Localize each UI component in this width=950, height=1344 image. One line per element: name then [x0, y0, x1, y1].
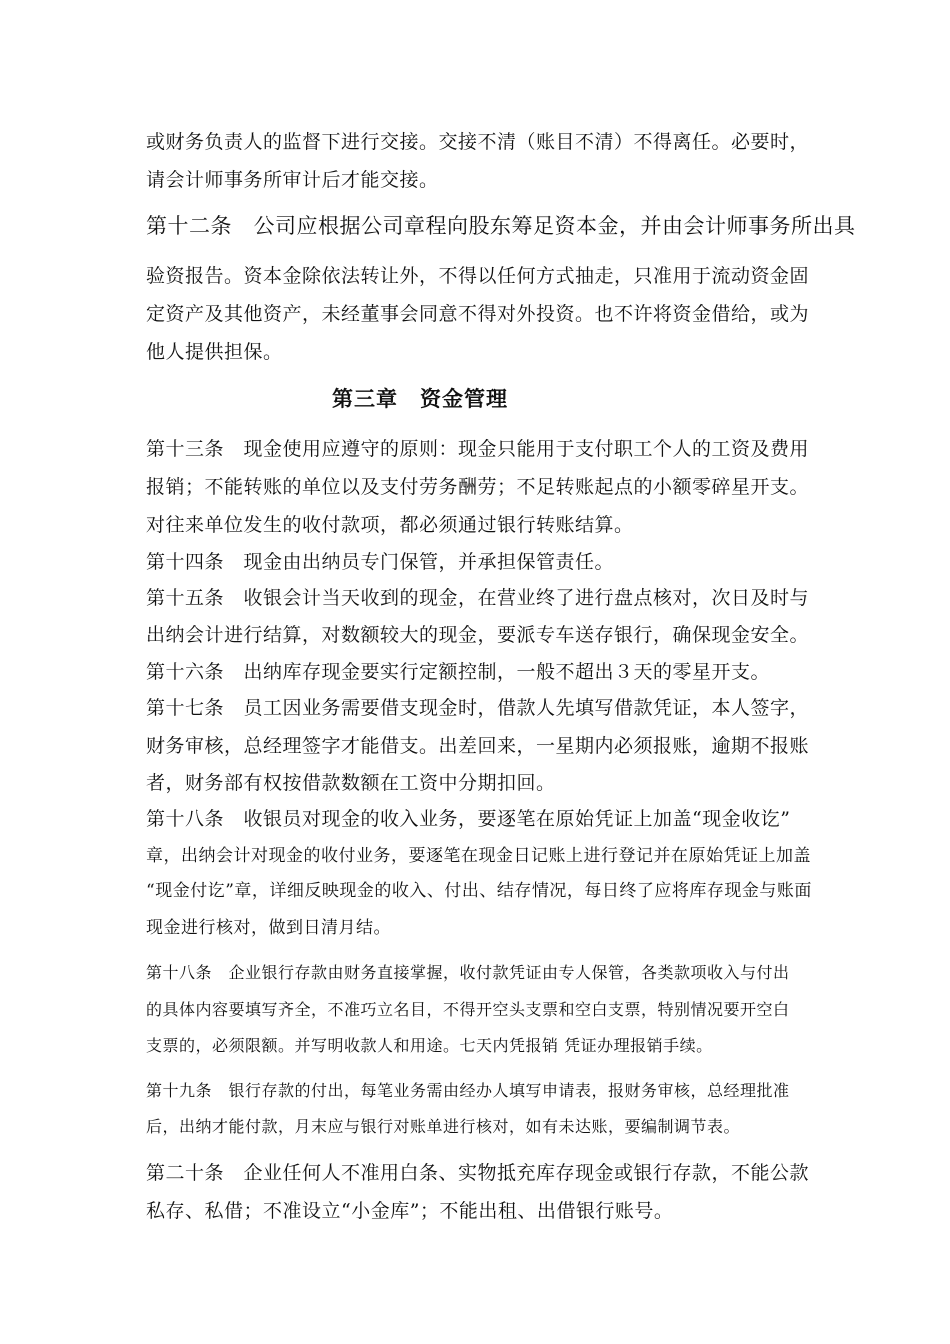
text-line: 后，出纳才能付款，月末应与银行对账单进行核对，如有未达账，要编制调节表。	[146, 1117, 741, 1136]
text-line: 验资报告。资本金除依法转让外，不得以任何方式抽走，只准用于流动资金固	[146, 265, 810, 287]
text-line: 请会计师事务所审计后才能交接。	[146, 169, 439, 191]
text-line: 财务审核，总经理签字才能借支。出差回来，一星期内必须报账，逾期不报账	[146, 735, 810, 757]
article-16-line: 第十六条 出纳库存现金要实行定额控制，一般不超出３天的零星开支。	[146, 661, 771, 683]
text-line: 现金进行核对，做到日清月结。	[146, 918, 391, 938]
text-line: 支票的，必须限额。并写明收款人和用途。七天内凭报销 凭证办理报销手续。	[146, 1036, 713, 1055]
article-14-line: 第十四条 现金由出纳员专门保管，并承担保管责任。	[146, 551, 615, 573]
text-line: 对往来单位发生的收付款项，都必须通过银行转账结算。	[146, 514, 634, 536]
text-line: 出纳会计进行结算，对数额较大的现金，要派专车送存银行，确保现金安全。	[146, 624, 810, 646]
text-line: 章，出纳会计对现金的收付业务，要逐笔在现金日记账上进行登记并在原始凭证上加盖	[146, 846, 811, 866]
article-12-line: 第十二条 公司应根据公司章程向股东筹足资本金，并由会计师事务所出具	[146, 214, 856, 238]
text-line: 或财务负责人的监督下进行交接。交接不清（账目不清）不得离任。必要时，	[146, 131, 810, 153]
article-17-line: 第十七条 员工因业务需要借支现金时，借款人先填写借款凭证，本人签字，	[146, 697, 810, 719]
article-19-line: 第十九条 银行存款的付出，每笔业务需由经办人填写申请表，报财务审核，总经理批准	[146, 1081, 790, 1100]
article-20-line: 第二十条 企业任何人不准用白条、实物抵充库存现金或银行存款，不能公款	[146, 1162, 810, 1184]
text-line: 报销；不能转账的单位以及支付劳务酬劳；不足转账起点的小额零碎星开支。	[146, 476, 810, 498]
text-line: 者，财务部有权按借款数额在工资中分期扣回。	[146, 772, 556, 794]
article-18-line: 第十八条 收银员对现金的收入业务，要逐笔在原始凭证上加盖“现金收讫”	[146, 808, 791, 830]
text-line: 私存、私借；不准设立“小金库”；不能出租、出借银行账号。	[146, 1200, 674, 1222]
text-line: “现金付讫”章，详细反映现金的收入、付出、结存情况，每日终了应将库存现金与账面	[146, 881, 812, 901]
article-15-line: 第十五条 收银会计当天收到的现金，在营业终了进行盘点核对，次日及时与	[146, 587, 810, 609]
text-line: 定资产及其他资产，未经董事会同意不得对外投资。也不许将资金借给，或为	[146, 303, 810, 325]
text-line: 的具体内容要填写齐全，不准巧立名目，不得开空头支票和空白支票，特别情况要开空白	[146, 1000, 790, 1019]
chapter-heading: 第三章 资金管理	[332, 386, 508, 411]
article-13-line: 第十三条 现金使用应遵守的原则：现金只能用于支付职工个人的工资及费用	[146, 438, 810, 460]
text-line: 他人提供担保。	[146, 341, 283, 363]
article-18b-line: 第十八条 企业银行存款由财务直接掌握，收付款凭证由专人保管，各类款项收入与付出	[146, 963, 790, 982]
